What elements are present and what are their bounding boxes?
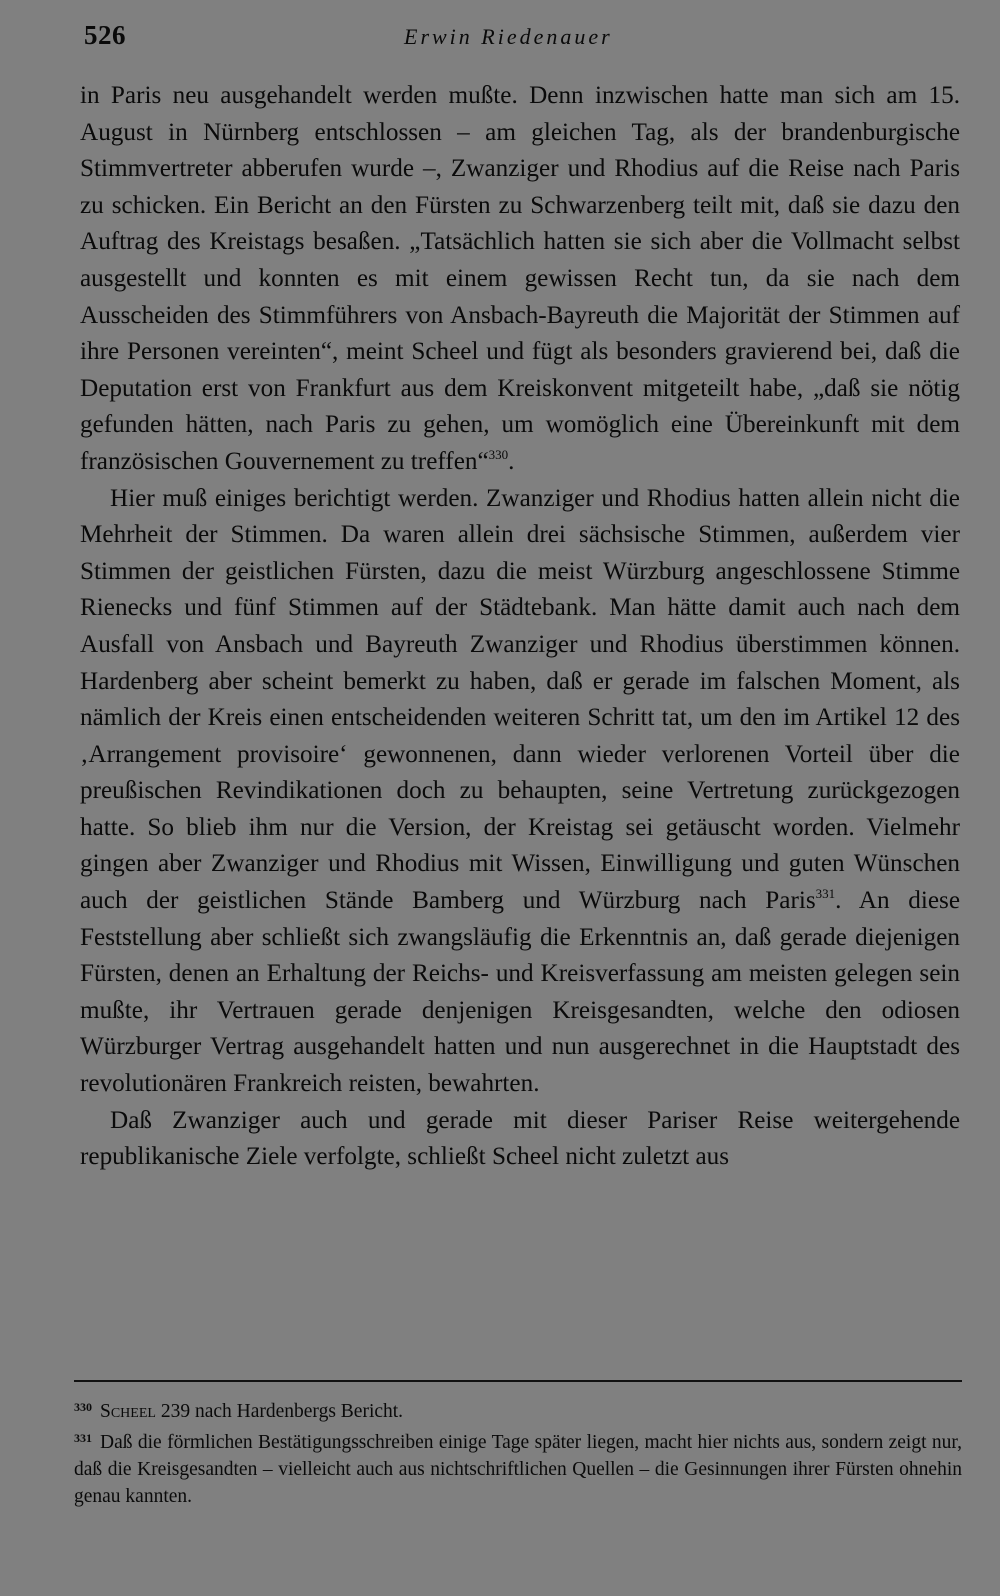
footnotes	[74, 1394, 962, 1510]
page-number: 526	[84, 20, 126, 50]
paragraph-text: Daß Zwanziger auch und gerade mit dieser Pariser Reise weitergehende republikanische Ziele verfolgte, schließt Scheel nicht zuletzt aus	[80, 1106, 960, 1171]
footnote-number: 331	[74, 1431, 92, 1445]
footnote	[74, 1394, 962, 1425]
paragraph-text: .	[508, 447, 515, 475]
footnote-number: 330	[74, 1400, 92, 1414]
running-head: Erwin Riedenauer	[404, 24, 613, 49]
paragraph-text: Hier muß einiges berichtigt werden. Zwanziger und Rhodius hatten allein nicht die Mehrheit der Stimmen. Da waren allein drei sächsische Stimmen, außerdem vier Stimmen der geistlichen Fürsten, dazu die meist Würzburg angeschlossene Stimme Rienecks und fünf Stimmen auf der Städtebank. Man hätte damit auch nach dem Ausfall von Ansbach und Bayreuth Zwanziger und Rhodius überstimmen können. Hardenberg aber scheint bemerkt zu haben, daß er gerade im falschen Moment, als nämlich der Kreis einen entscheidenden weiteren Schritt tat, um den im Artikel 12 des ‚Arrangement provisoire‘ gewonnenen, dann wieder verlorenen Vorteil über die preußischen Revindikationen doch zu behaupten, seine Vertretung zurückgezogen hatte. So blieb ihm nur die Version, der Kreistag sei getäuscht worden. Vielmehr gingen aber Zwanziger und Rhodius mit Wissen, Einwilligung und guten Wünschen auch der geistlichen Stände Bamberg und Würzburg nach Paris	[80, 484, 960, 915]
paragraph	[80, 481, 960, 1103]
paragraph-text: . An diese Feststellung aber schließt sich zwangsläufig die Erkenntnis an, daß gerade diejenigen Fürsten, denen an Erhaltung der Reichs- und Kreisverfassung am meisten gelegen sein mußte, ihr Vertrauen gerade denjenigen Kreisgesandten, welche den odiosen Würzburger Vertrag ausgehandelt hatten und nun ausgerechnet in die Hauptstadt des revolutionären Frankreich reisten, bewahrten.	[80, 887, 960, 1098]
footnote-reference: 330	[488, 446, 509, 462]
footnote-reference: 331	[815, 886, 836, 902]
paragraph	[80, 78, 960, 481]
footnote-text: 239 nach Hardenbergs Bericht.	[155, 1401, 404, 1422]
footnote	[74, 1425, 962, 1510]
footnote-divider	[74, 1380, 962, 1382]
paragraph-text: in Paris neu ausgehandelt werden mußte. Denn inzwischen hatte man sich am 15. August in Nürnberg entschlossen – am gleichen Tag, als der brandenburgische Stimmvertreter abberufen wurde –, Zwanziger und Rhodius auf die Reise nach Paris zu schicken. Ein Bericht an den Fürsten zu Schwarzenberg teilt mit, daß sie dazu den Auftrag des Kreistags besaßen. „Tatsächlich hatten sie sich aber die Vollmacht selbst ausgestellt und konnten es mit einem gewissen Recht tun, da sie nach dem Ausscheiden des Stimmführers von Ansbach-Bayreuth die Majorität der Stimmen auf ihre Personen vereinten“, meint Scheel und fügt als besonders gravierend bei, daß die Deputation erst von Frankfurt aus dem Kreiskonvent mitgeteilt habe, „daß sie nötig gefunden hätten, nach Paris zu gehen, um womöglich eine Übereinkunft mit dem französischen Gouvernement zu treffen“	[80, 82, 960, 475]
footnote-author: Scheel	[100, 1401, 156, 1422]
page-header	[84, 20, 956, 60]
body-text	[80, 78, 960, 1176]
paragraph	[80, 1103, 960, 1176]
footnote-text: Daß die förmlichen Bestätigungsschreiben einige Tage später liegen, macht hier nichts aus, sondern zeigt nur, daß die Kreisgesandten – vielleicht auch aus nichtschriftlichen Quellen – die Gesinnungen ihrer Fürsten ohnehin genau kannten.	[74, 1432, 962, 1507]
